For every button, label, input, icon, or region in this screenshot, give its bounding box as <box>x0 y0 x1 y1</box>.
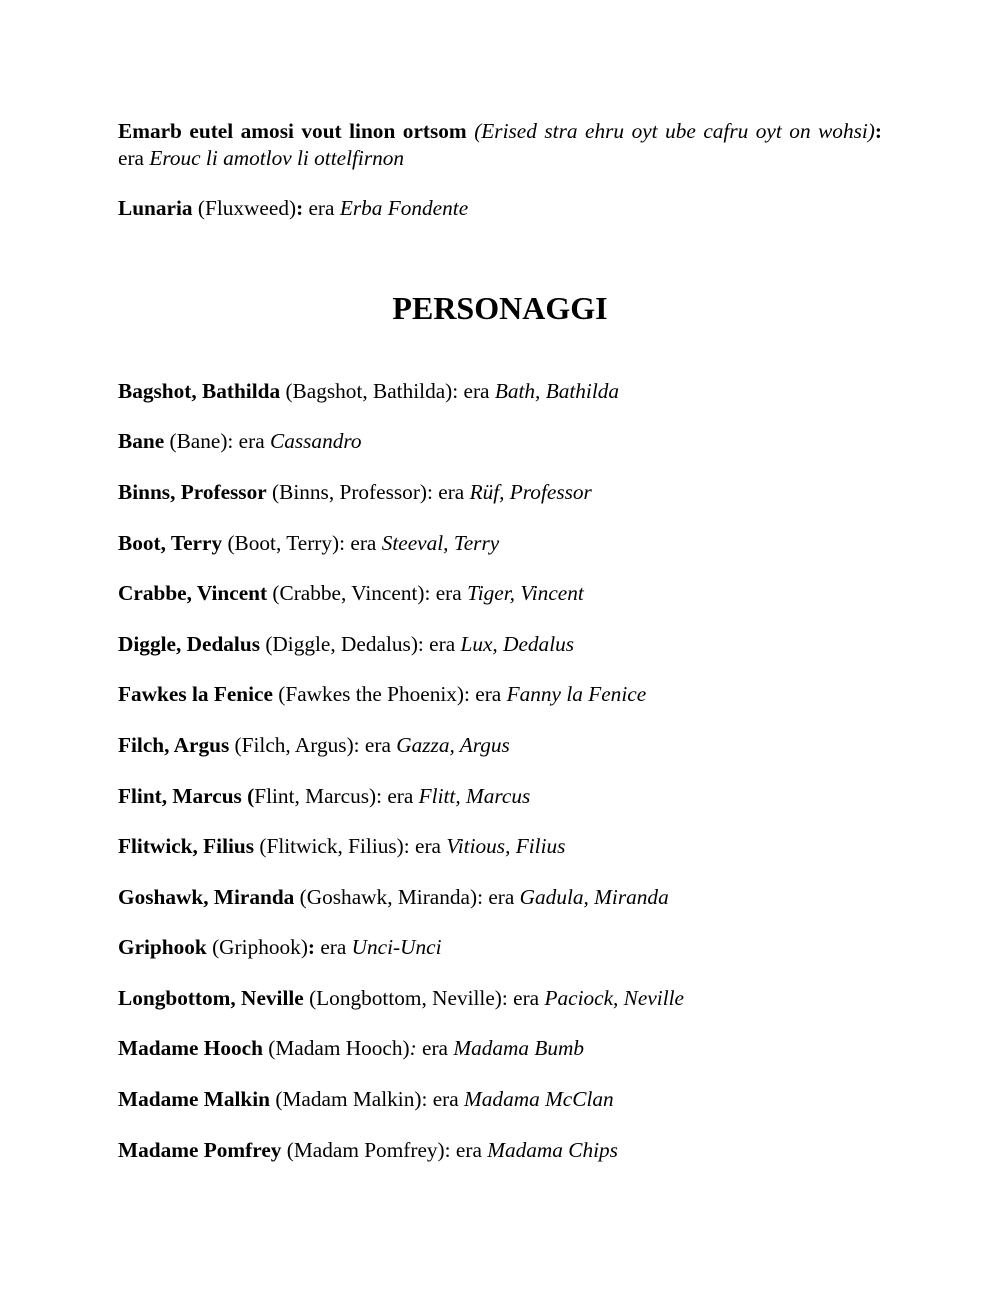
original-name: (Bagshot, Bathilda): era <box>280 379 495 403</box>
original-name: (Binns, Professor): era <box>266 480 470 504</box>
character-name: Crabbe, Vincent <box>118 581 268 605</box>
translation: Madama McClan <box>464 1087 614 1111</box>
translation: Bath, Bathilda <box>494 379 620 403</box>
original-name: (Madam Malkin): era <box>270 1087 465 1111</box>
translation: Gazza, Argus <box>396 733 510 757</box>
character-name: Filch, Argus <box>118 733 230 757</box>
character-name: Bagshot, Bathilda <box>118 379 281 403</box>
translation: Steeval, Terry <box>381 531 500 555</box>
character-entry <box>118 783 530 810</box>
era-text: era <box>303 196 340 220</box>
glossary-entry-erised <box>118 118 882 172</box>
character-entry <box>118 833 565 860</box>
character-entry <box>118 479 592 506</box>
translation: Erouc li amotlov li ottelfirnon <box>149 146 405 170</box>
section-title: PERSONAGGI <box>392 290 608 326</box>
era-text: era <box>416 1036 454 1060</box>
character-entry <box>118 1086 614 1113</box>
original-name: (Flitwick, Filius): era <box>254 834 447 858</box>
character-name: Madame Malkin <box>118 1087 271 1111</box>
character-name: Diggle, Dedalus <box>118 632 260 656</box>
translation: Vitious, Filius <box>446 834 566 858</box>
original-name: (Madam Pomfrey): era <box>281 1138 488 1162</box>
character-entry <box>118 631 574 658</box>
original-term: (Fluxweed) <box>192 196 297 220</box>
character-entry <box>118 1035 584 1062</box>
translation: Unci-Unci <box>351 935 442 959</box>
original-name: (Bane): era <box>164 429 270 453</box>
translation: Cassandro <box>270 429 362 453</box>
original-name: Flint, Marcus): era <box>254 784 419 808</box>
translation: Gadula, Miranda <box>519 885 669 909</box>
translation: Rüf, Professor <box>469 480 592 504</box>
character-entry <box>118 934 442 961</box>
separator: : <box>296 196 304 220</box>
original-name: (Boot, Terry): era <box>222 531 382 555</box>
original-name: (Madam Hooch) <box>262 1036 410 1060</box>
original-name: (Crabbe, Vincent): era <box>267 581 468 605</box>
character-name: Bane <box>118 429 165 453</box>
character-entry <box>118 884 669 911</box>
character-name: Goshawk, Miranda <box>118 885 295 909</box>
translation: Fanny la Fenice <box>506 682 647 706</box>
character-name: Griphook <box>118 935 207 959</box>
separator: : <box>409 1036 417 1060</box>
glossary-entry-lunaria <box>118 195 468 222</box>
character-name: Flitwick, Filius <box>118 834 255 858</box>
character-name: Flint, Marcus ( <box>118 784 255 808</box>
original-name: (Fawkes the Phoenix): era <box>272 682 507 706</box>
translation: Erba Fondente <box>339 196 469 220</box>
character-name: Madame Pomfrey <box>118 1138 282 1162</box>
term: Emarb eutel amosi vout linon ortsom <box>118 119 467 143</box>
character-name: Madame Hooch <box>118 1036 263 1060</box>
separator: : <box>874 119 882 143</box>
character-entry <box>118 580 584 607</box>
character-entry <box>118 428 362 455</box>
character-name: Boot, Terry <box>118 531 223 555</box>
translation: Madama Chips <box>487 1138 618 1162</box>
character-entry <box>118 378 619 405</box>
character-name: Longbottom, Neville <box>118 986 304 1010</box>
original-term: (Erised stra ehru oyt ube cafru oyt on wohsi) <box>474 119 875 143</box>
separator: : <box>307 935 315 959</box>
original-name: (Diggle, Dedalus): era <box>260 632 461 656</box>
translation: Lux, Dedalus <box>460 632 575 656</box>
original-name: (Filch, Argus): era <box>229 733 397 757</box>
character-entry <box>118 985 684 1012</box>
era-text: era <box>118 146 150 170</box>
translation: Madama Bumb <box>453 1036 585 1060</box>
original-name: (Longbottom, Neville): era <box>303 986 545 1010</box>
translation: Tiger, Vincent <box>467 581 584 605</box>
character-name: Fawkes la Fenice <box>118 682 273 706</box>
era-text: era <box>315 935 352 959</box>
original-name: (Griphook) <box>206 935 308 959</box>
translation: Flitt, Marcus <box>418 784 531 808</box>
original-name: (Goshawk, Miranda): era <box>294 885 520 909</box>
character-entry <box>118 732 510 759</box>
character-entry <box>118 1137 618 1164</box>
character-entry <box>118 681 646 708</box>
character-name: Binns, Professor <box>118 480 267 504</box>
translation: Paciock, Neville <box>544 986 684 1010</box>
term: Lunaria <box>118 196 193 220</box>
character-entry <box>118 530 499 557</box>
